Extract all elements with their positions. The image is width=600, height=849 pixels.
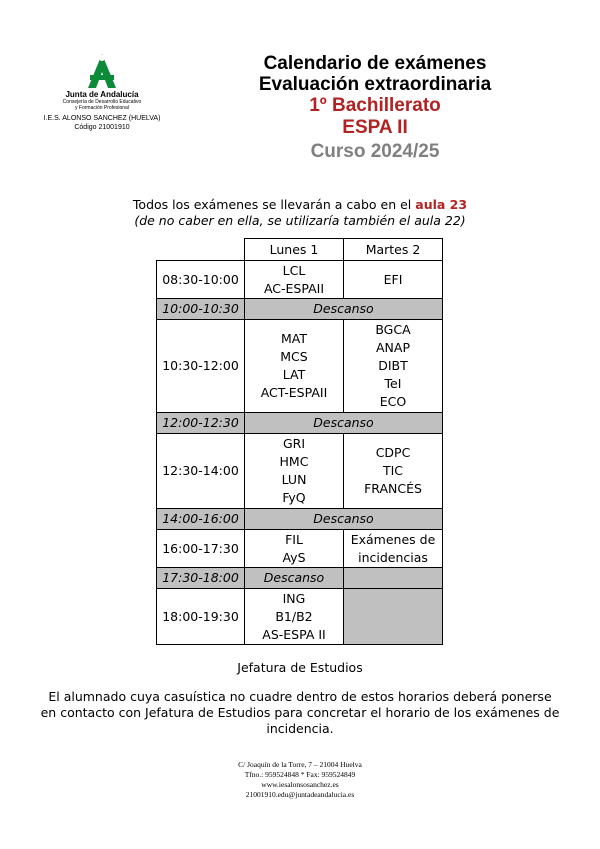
exam-subject: AC-ESPAII [263,280,325,296]
lunes-exams-cell [245,434,344,509]
exam-schedule-table [156,238,443,645]
exam-time-cell: 16:00-17:30 [157,530,245,568]
break-label-cell: Descanso [245,509,443,530]
exam-subject: B1/B2 [275,608,313,624]
break-time-cell: 12:00-12:30 [157,413,245,434]
exam-subject: MCS [280,349,308,364]
exam-subject: MAT [280,331,307,346]
break-empty-cell [344,568,443,589]
martes-exams-cell [344,530,443,568]
martes-exams-cell [344,589,443,645]
exam-subject: CDPC [375,445,411,460]
schedule-header-day-1: Lunes 1 [245,239,344,261]
exam-time-cell: 12:30-14:00 [157,434,245,509]
intro-aula: aula 23 [415,197,468,212]
schedule-break-row [157,568,443,589]
exam-subject: FRANCÉS [364,481,422,496]
martes-exams-cell [344,320,443,413]
exam-subject: DIBT [378,358,408,373]
title-line-2: Evaluación extraordinaria [258,74,492,95]
exam-subject: LAT [282,367,306,382]
exam-subject: FIL [285,531,303,547]
notice-text: El alumnado cuya casuística no cuadre dentro de estos horarios deberá ponerse en contacto con Jefatura de Estudios para concretar el horario de los exámenes de incidencia. [40,689,560,736]
schedule-exam-row [157,320,443,413]
schedule-corner-cell [157,239,245,261]
exam-subject: HMC [279,454,309,469]
exam-time-cell: 10:30-12:00 [157,320,245,413]
logo-name: Junta de Andalucía [65,90,139,99]
junta-andalucia-logo-icon [82,54,122,88]
exam-subject: LCL [282,262,306,278]
exam-subject: AS-ESPA II [262,626,326,642]
exam-subject: incidencias [358,549,428,565]
intro-line-1 [100,197,500,213]
intro-note: (de no caber en ella, se utilizaría también el aula 22) [134,213,466,228]
address-web: www.iesalonsosanchez.es [261,780,339,789]
title-block [230,53,520,163]
exam-subject: TeI [384,376,402,391]
exam-subject: Exámenes de [350,531,436,547]
exam-subject: ACT-ESPAII [260,385,328,400]
exam-subject: GRI [282,436,306,451]
schedule-break-row [157,413,443,434]
exam-subject: ECO [379,394,407,409]
intro-text [100,197,500,229]
exam-subject: AyS [282,549,306,565]
address-street: C/ Joaquín de la Torre, 7 – 21004 Huelva [238,760,362,769]
intro-text-before: Todos los exámenes se llevarán a cabo en el [132,197,412,212]
title-year: Curso 2024/25 [310,141,440,162]
title-line-1: Calendario de exámenes [263,53,487,74]
logo-consejeria-line2: y Formación Profesional [75,105,129,111]
exam-time-cell: 18:00-19:30 [157,589,245,645]
break-label-cell: Descanso [245,299,443,320]
lunes-exams-cell [245,320,344,413]
junta-logo-block [33,54,171,132]
schedule-header-row [157,239,443,261]
logo-code: Código 21001910 [74,124,130,131]
logo-school: I.E.S. ALONSO SANCHEZ (HUELVA) [43,115,161,122]
schedule-exam-row [157,261,443,299]
logo-consejeria-line1: Consejería de Desarrollo Educativo [62,99,142,105]
lunes-exams-cell [245,261,344,299]
break-time-cell: 17:30-18:00 [157,568,245,589]
martes-exams-cell [344,261,443,299]
schedule-exam-row [157,530,443,568]
exam-time-cell: 08:30-10:00 [157,261,245,299]
exam-subject: ANAP [376,340,410,355]
title-course: 1º Bachillerato [309,95,441,116]
break-time-cell: 10:00-10:30 [157,299,245,320]
exam-subject: EFI [383,271,403,287]
schedule-exam-row [157,434,443,509]
schedule-break-row [157,509,443,530]
exam-subject: LUN [281,472,307,487]
address-phone: Tfno.: 959524848 * Fax: 959524849 [244,770,356,779]
exam-subject: TIC [382,463,404,478]
exam-subject: FyQ [282,490,306,505]
schedule-break-row [157,299,443,320]
title-espa: ESPA II [342,117,408,138]
martes-exams-cell [344,434,443,509]
break-label-cell: Descanso [245,413,443,434]
exam-subject: BGCA [375,322,411,337]
jefatura-label: Jefatura de Estudios [237,660,363,675]
schedule-exam-row [157,589,443,645]
schedule-header-day-2: Martes 2 [344,239,443,261]
address-block [0,760,600,800]
break-label-cell: Descanso [245,568,344,589]
address-email: 21001910.edu@juntadeandalucia.es [245,790,355,799]
break-time-cell: 14:00-16:00 [157,509,245,530]
lunes-exams-cell [245,530,344,568]
lunes-exams-cell [245,589,344,645]
exam-subject: ING [282,590,306,606]
